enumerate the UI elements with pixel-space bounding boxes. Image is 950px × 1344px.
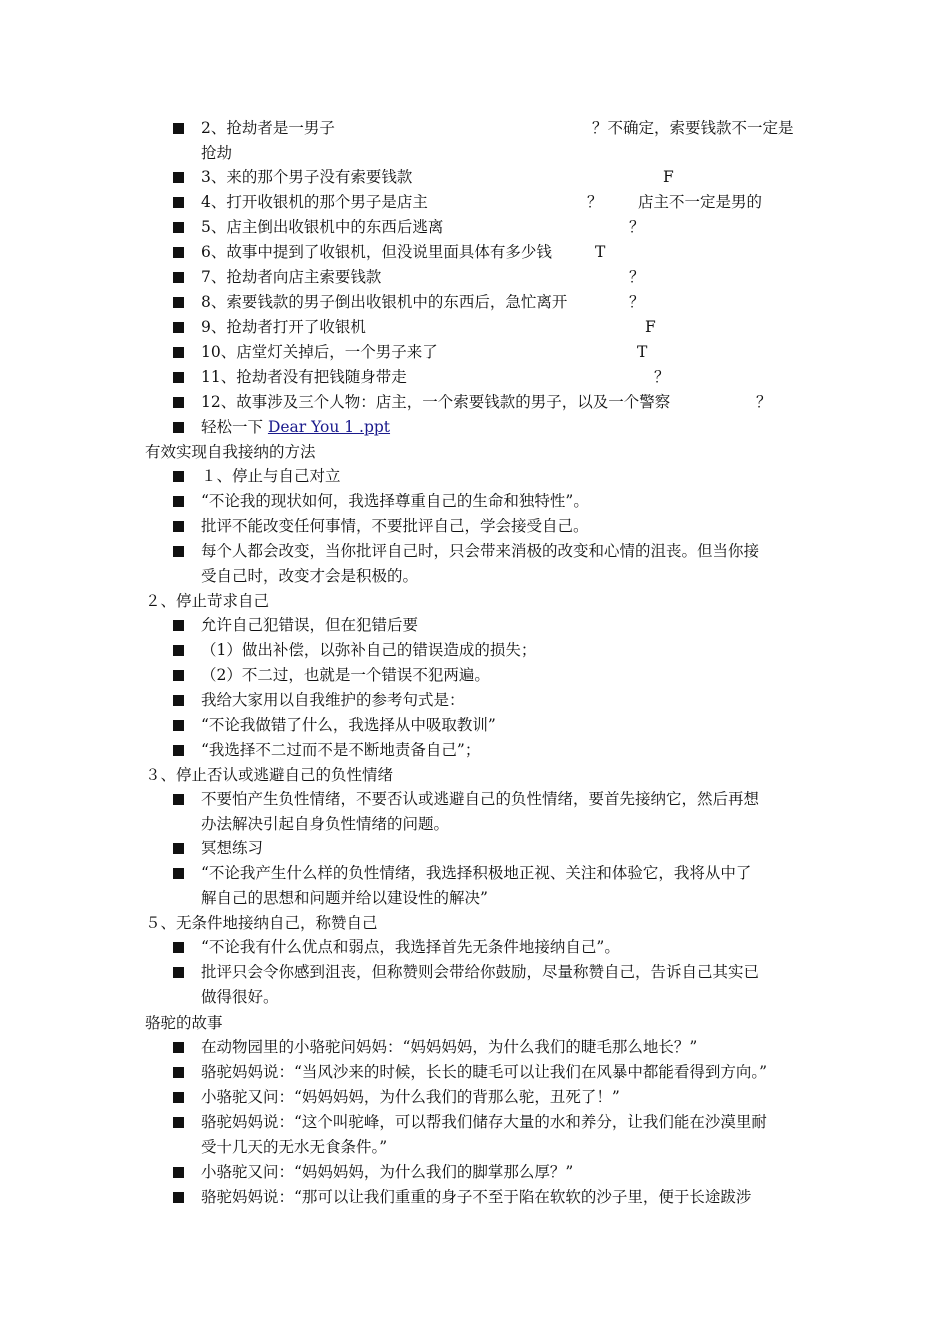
- quiz-answer: ？: [654, 368, 670, 386]
- bullet-icon: [173, 620, 184, 631]
- quiz-item: 9、抢劫者打开了收银机: [201, 318, 366, 336]
- bullet-icon: [173, 720, 184, 731]
- bullet-icon: [173, 1192, 184, 1203]
- quiz-answer: T: [595, 243, 606, 261]
- quiz-item: 7、抢劫者向店主索要钱款: [201, 268, 382, 286]
- bullet-icon: [173, 967, 184, 978]
- section-heading: ３、停止否认或逃避自己的负性情绪: [145, 766, 394, 784]
- list-item-continuation: 解自己的思想和问题并给以建设性的解决”: [201, 889, 488, 907]
- list-item: “不论我产生什么样的负性情绪，我选择积极地正视、关注和体验它，我将从中了: [201, 864, 752, 882]
- list-item: １、停止与自己对立: [201, 467, 341, 485]
- list-item: “不论我做错了什么，我选择从中吸取教训”: [201, 716, 496, 734]
- bullet-icon: [173, 1042, 184, 1053]
- bullet-icon: [173, 247, 184, 258]
- quiz-item: 12、故事涉及三个人物：店主，一个索要钱款的男子，以及一个警察: [201, 393, 671, 411]
- bullet-icon: [173, 1067, 184, 1078]
- bullet-icon: [173, 645, 184, 656]
- bullet-icon: [173, 695, 184, 706]
- list-item: “不论我的现状如何，我选择尊重自己的生命和独特性”。: [201, 492, 589, 510]
- bullet-icon: [173, 397, 184, 408]
- quiz-answer: ？: [587, 193, 603, 211]
- bullet-icon: [173, 471, 184, 482]
- list-item: 允许自己犯错误，但在犯错后要: [201, 616, 419, 634]
- bullet-icon: [173, 521, 184, 532]
- list-item: “我选择不二过而不是不断地责备自己”；: [201, 741, 481, 759]
- bullet-icon: [173, 546, 184, 557]
- list-item: 骆驼妈妈说：“这个叫驼峰，可以帮我们储存大量的水和养分，让我们能在沙漠里耐: [201, 1113, 767, 1131]
- bullet-icon: [173, 942, 184, 953]
- bullet-icon: [173, 794, 184, 805]
- quiz-answer: F: [645, 318, 656, 336]
- bullet-icon: [173, 745, 184, 756]
- list-item: 在动物园里的小骆驼问妈妈：“妈妈妈妈，为什么我们的睫毛那么地长？”: [201, 1038, 698, 1056]
- list-item: （2）不二过，也就是一个错误不犯两遍。: [201, 666, 490, 684]
- list-item: 冥想练习: [201, 839, 264, 857]
- quiz-answer: ？: [629, 293, 645, 311]
- quiz-item: 8、索要钱款的男子倒出收银机中的东西后，急忙离开: [201, 293, 568, 311]
- quiz-answer: ？: [629, 218, 645, 236]
- quiz-answer: F: [663, 168, 674, 186]
- quiz-answer: ？不确定，索要钱款不一定是: [592, 119, 794, 137]
- bullet-icon: [173, 297, 184, 308]
- quiz-item: 6、故事中提到了收银机，但没说里面具体有多少钱: [201, 243, 552, 261]
- section-heading: 有效实现自我接纳的方法: [145, 443, 316, 461]
- quiz-answer-note: 店主不一定是男的: [638, 193, 763, 211]
- list-item: 我给大家用以自我维护的参考句式是：: [201, 691, 465, 709]
- list-item: 不要怕产生负性情绪，不要否认或逃避自己的负性情绪，要首先接纳它，然后再想: [201, 790, 760, 808]
- list-item-continuation: 做得很好。: [201, 988, 279, 1006]
- quiz-item: 4、打开收银机的那个男子是店主: [201, 193, 428, 211]
- relax-label: 轻松一下: [201, 418, 268, 436]
- bullet-icon: [173, 868, 184, 879]
- ppt-link[interactable]: Dear You 1 .ppt: [267, 418, 391, 436]
- list-item: 批评不能改变任何事情，不要批评自己，学会接受自己。: [201, 517, 589, 535]
- bullet-icon: [173, 172, 184, 183]
- section-heading: ５、无条件地接纳自己，称赞自己: [145, 914, 378, 932]
- quiz-item: 3、来的那个男子没有索要钱款: [201, 168, 413, 186]
- bullet-icon: [173, 843, 184, 854]
- bullet-icon: [173, 496, 184, 507]
- bullet-icon: [173, 222, 184, 233]
- list-item: 小骆驼又问：“妈妈妈妈，为什么我们的背那么驼，丑死了！”: [201, 1088, 620, 1106]
- list-item: 小骆驼又问：“妈妈妈妈，为什么我们的脚掌那么厚？”: [201, 1163, 574, 1181]
- bullet-icon: [173, 422, 184, 433]
- bullet-icon: [173, 272, 184, 283]
- bullet-icon: [173, 1167, 184, 1178]
- quiz-item: 10、店堂灯关掉后，一个男子来了: [201, 343, 438, 361]
- list-item-continuation: 受十几天的无水无食条件。”: [201, 1138, 388, 1156]
- quiz-answer: ？: [756, 393, 772, 411]
- list-item-continuation: 受自己时，改变才会是积极的。: [201, 567, 419, 585]
- quiz-answer: T: [637, 343, 648, 361]
- bullet-icon: [173, 1092, 184, 1103]
- bullet-icon: [173, 123, 184, 134]
- quiz-answer: ？: [629, 268, 645, 286]
- list-item: 骆驼妈妈说：“那可以让我们重重的身子不至于陷在软软的沙子里，便于长途跋涉: [201, 1188, 752, 1206]
- list-item: （1）做出补偿，以弥补自己的错误造成的损失；: [201, 641, 537, 659]
- bullet-icon: [173, 372, 184, 383]
- section-heading: 骆驼的故事: [145, 1014, 223, 1032]
- list-item: 每个人都会改变，当你批评自己时，只会带来消极的改变和心情的沮丧。但当你接: [201, 542, 760, 560]
- bullet-icon: [173, 347, 184, 358]
- relax-line: [201, 417, 390, 437]
- bullet-icon: [173, 322, 184, 333]
- list-item-continuation: 办法解决引起自身负性情绪的问题。: [201, 815, 450, 833]
- section-heading: ２、停止苛求自己: [145, 592, 270, 610]
- list-item: 批评只会令你感到沮丧，但称赞则会带给你鼓励，尽量称赞自己，告诉自己其实已: [201, 963, 760, 981]
- bullet-icon: [173, 1117, 184, 1128]
- list-item: “不论我有什么优点和弱点，我选择首先无条件地接纳自己”。: [201, 938, 620, 956]
- quiz-item-continuation: 抢劫: [201, 144, 233, 162]
- bullet-icon: [173, 670, 184, 681]
- bullet-icon: [173, 197, 184, 208]
- list-item: 骆驼妈妈说：“当风沙来的时候，长长的睫毛可以让我们在风暴中都能看得到方向。”: [201, 1063, 768, 1081]
- quiz-item: 11、抢劫者没有把钱随身带走: [201, 368, 407, 386]
- quiz-item: 5、店主倒出收银机中的东西后逃离: [201, 218, 444, 236]
- quiz-item: 2、抢劫者是一男子: [201, 119, 335, 137]
